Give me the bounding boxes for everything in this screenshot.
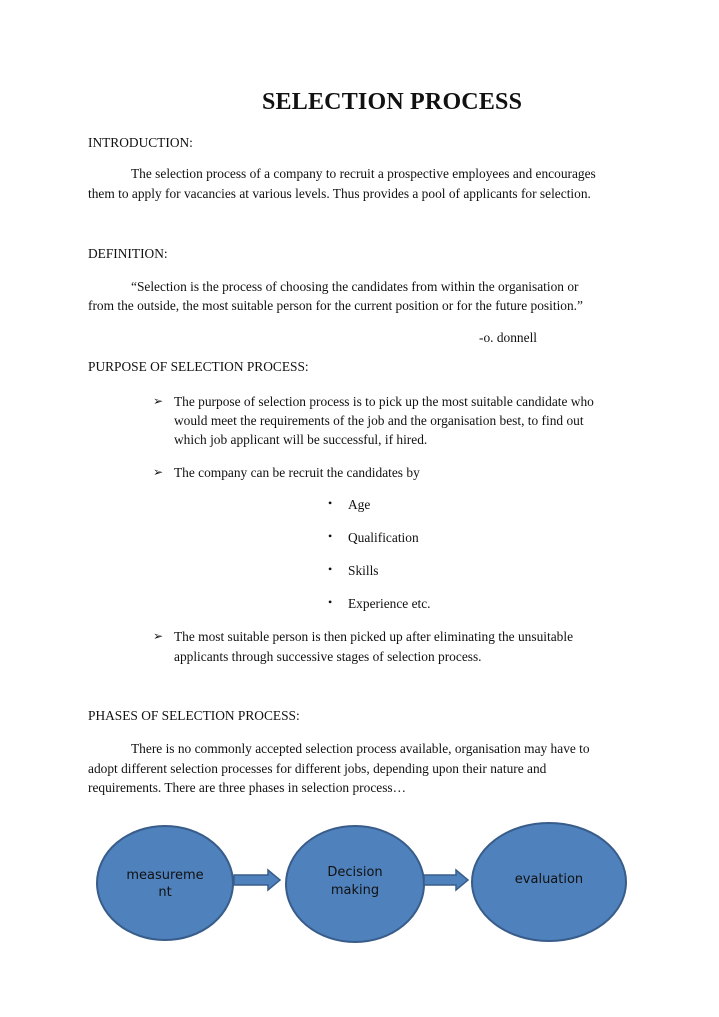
- phases-line-3: requirements. There are three phases in selection process…: [88, 780, 407, 795]
- introduction-line-2: them to apply for vacancies at various levels. Thus provides a pool of applicants for selection.: [88, 186, 591, 201]
- arrow-bullet-icon: ➢: [153, 394, 164, 408]
- right-arrow-icon: [424, 870, 468, 890]
- arrow-bullet-icon: ➢: [153, 465, 164, 479]
- arrow-bullet-icon: ➢: [153, 629, 164, 643]
- purpose-point-2: The company can be recruit the candidates by: [174, 465, 420, 480]
- criteria-item: Age: [348, 497, 371, 512]
- definition-line-1: “Selection is the process of choosing the candidates from within the organisation or: [131, 279, 579, 294]
- purpose-point-1-line-2: would meet the requirements of the job and the organisation best, to find out: [174, 413, 584, 428]
- criteria-item: Skills: [348, 563, 379, 578]
- purpose-point-1-line-3: which job applicant will be successful, if hired.: [174, 432, 428, 447]
- introduction-line-1: The selection process of a company to recruit a prospective employees and encourages: [131, 166, 596, 181]
- measurement-node: [97, 826, 233, 940]
- evaluation-label: evaluation: [514, 872, 584, 887]
- dot-bullet-icon: •: [328, 562, 333, 576]
- decision-making-label-line-1: Decision: [327, 865, 383, 880]
- page-title: SELECTION PROCESS: [262, 89, 523, 115]
- criteria-item: Experience etc.: [348, 596, 431, 611]
- introduction-heading: INTRODUCTION:: [88, 135, 193, 150]
- decision-making-label-line-2: making: [330, 883, 380, 898]
- dot-bullet-icon: •: [328, 595, 333, 609]
- phases-line-2: adopt different selection processes for different jobs, depending upon their nature and: [88, 761, 547, 776]
- definition-line-2: from the outside, the most suitable person for the current position or for the future position.”: [88, 298, 583, 313]
- definition-attribution: -o. donnell: [479, 330, 538, 345]
- purpose-point-3-line-2: applicants through successive stages of selection process.: [174, 649, 482, 664]
- dot-bullet-icon: •: [328, 496, 333, 510]
- phases-heading: PHASES OF SELECTION PROCESS:: [88, 708, 300, 723]
- dot-bullet-icon: •: [328, 529, 333, 543]
- criteria-item: Qualification: [348, 530, 419, 545]
- measurement-label-line-1: measureme: [126, 868, 204, 883]
- measurement-label-line-2: nt: [158, 885, 172, 900]
- definition-heading: DEFINITION:: [88, 246, 168, 261]
- right-arrow-icon: [234, 870, 280, 890]
- purpose-point-3-line-1: The most suitable person is then picked up after eliminating the unsuitable: [174, 629, 574, 644]
- phases-flow-diagram: [0, 820, 719, 960]
- phases-line-1: There is no commonly accepted selection process available, organisation may have to: [131, 741, 590, 756]
- purpose-point-1-line-1: The purpose of selection process is to pick up the most suitable candidate who: [174, 394, 594, 409]
- purpose-heading: PURPOSE OF SELECTION PROCESS:: [88, 359, 309, 374]
